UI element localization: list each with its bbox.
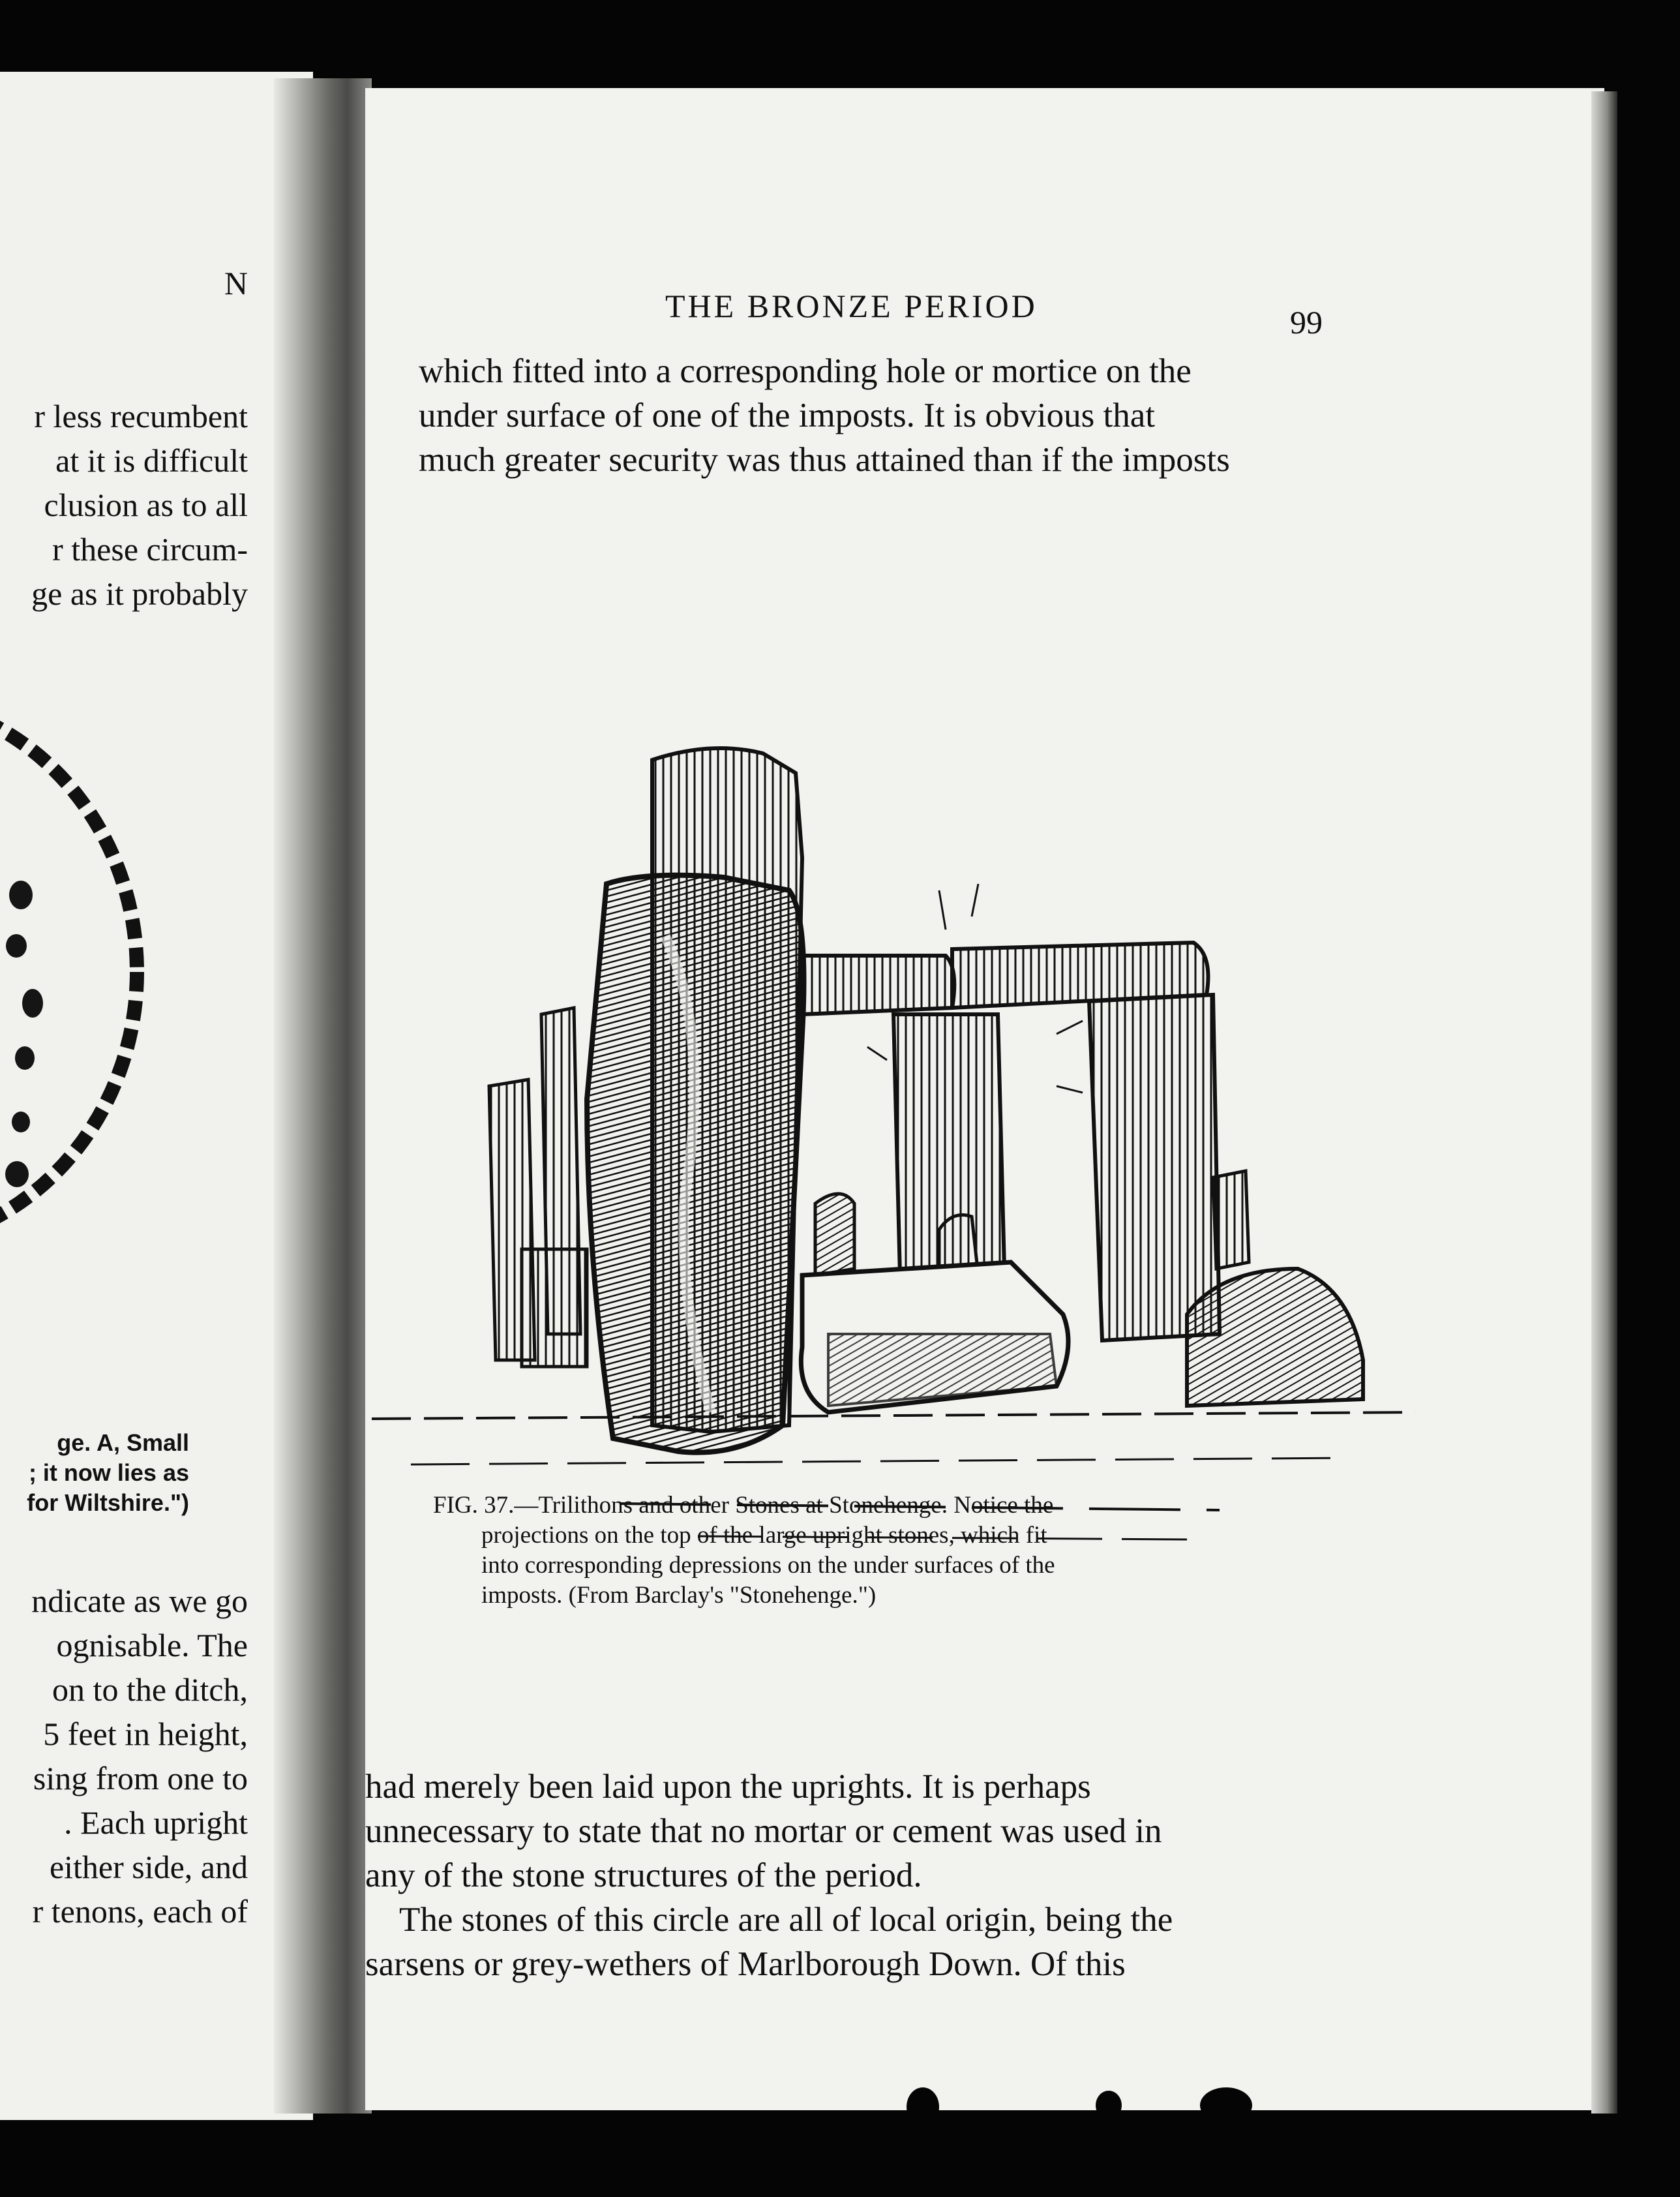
body-text-line: any of the stone structures of the period. [365,1856,922,1894]
figure-caption-line: into corresponding depressions on the under surfaces of the [481,1552,1055,1579]
left-caption-line: for Wiltshire.") [27,1489,189,1516]
body-text-line: had merely been laid upon the uprights. It is perhaps [365,1768,1091,1806]
left-page-line: 5 feet in height, [43,1716,248,1752]
right-page [365,88,1604,2110]
ink-stain [907,2087,939,2127]
left-page-line: . Each upright [64,1804,248,1841]
ink-stain [1200,2087,1252,2123]
left-page-line: N [224,265,248,301]
book-gutter-shadow [274,78,372,2114]
left-page-line: clusion as to all [44,487,248,523]
book-fore-edge [1591,91,1617,2114]
figure-caption-line: imposts. (From Barclay's "Stonehenge.") [481,1582,877,1609]
left-caption-line: ; it now lies as [28,1459,189,1486]
body-text-line: sarsens or grey-wethers of Marlborough Down. Of this [365,1945,1126,1983]
left-page-line: r less recumbent [34,398,248,434]
left-page-line: r tenons, each of [32,1893,248,1930]
body-text-line: which fitted into a corresponding hole or mortice on the [419,352,1192,390]
left-page-line: ge as it probably [31,575,248,612]
left-page-line: ndicate as we go [31,1583,248,1619]
left-page-line: at it is difficult [55,442,248,479]
page-number: 99 [1290,304,1323,341]
body-text-line: under surface of one of the imposts. It is obvious that [419,397,1155,434]
left-page [0,72,313,2120]
left-page-line: r these circum- [52,531,248,568]
running-head: THE BRONZE PERIOD [665,288,1038,324]
body-text-line: The stones of this circle are all of local origin, being the [399,1901,1173,1939]
stonehenge-trilithons-illustration [372,643,1435,1549]
left-page-line: on to the ditch, [52,1671,248,1708]
left-caption-line: ge. A, Small [57,1429,189,1456]
body-text-line: much greater security was thus attained than if the imposts [419,441,1230,479]
figure-caption-line: projections on the top of the large upright stones, which fit [481,1522,1047,1549]
figure-caption-line: FIG. 37.—Trilithons and other Stones at Stonehenge. Notice the [433,1492,1054,1519]
left-page-line: either side, and [49,1849,248,1885]
ink-stain [1096,2091,1122,2120]
left-page-line: ognisable. The [56,1627,248,1663]
stonehenge-plan-diagram [0,659,157,1363]
left-page-line: sing from one to [33,1760,248,1796]
body-text-line: unnecessary to state that no mortar or cement was used in [365,1812,1162,1850]
